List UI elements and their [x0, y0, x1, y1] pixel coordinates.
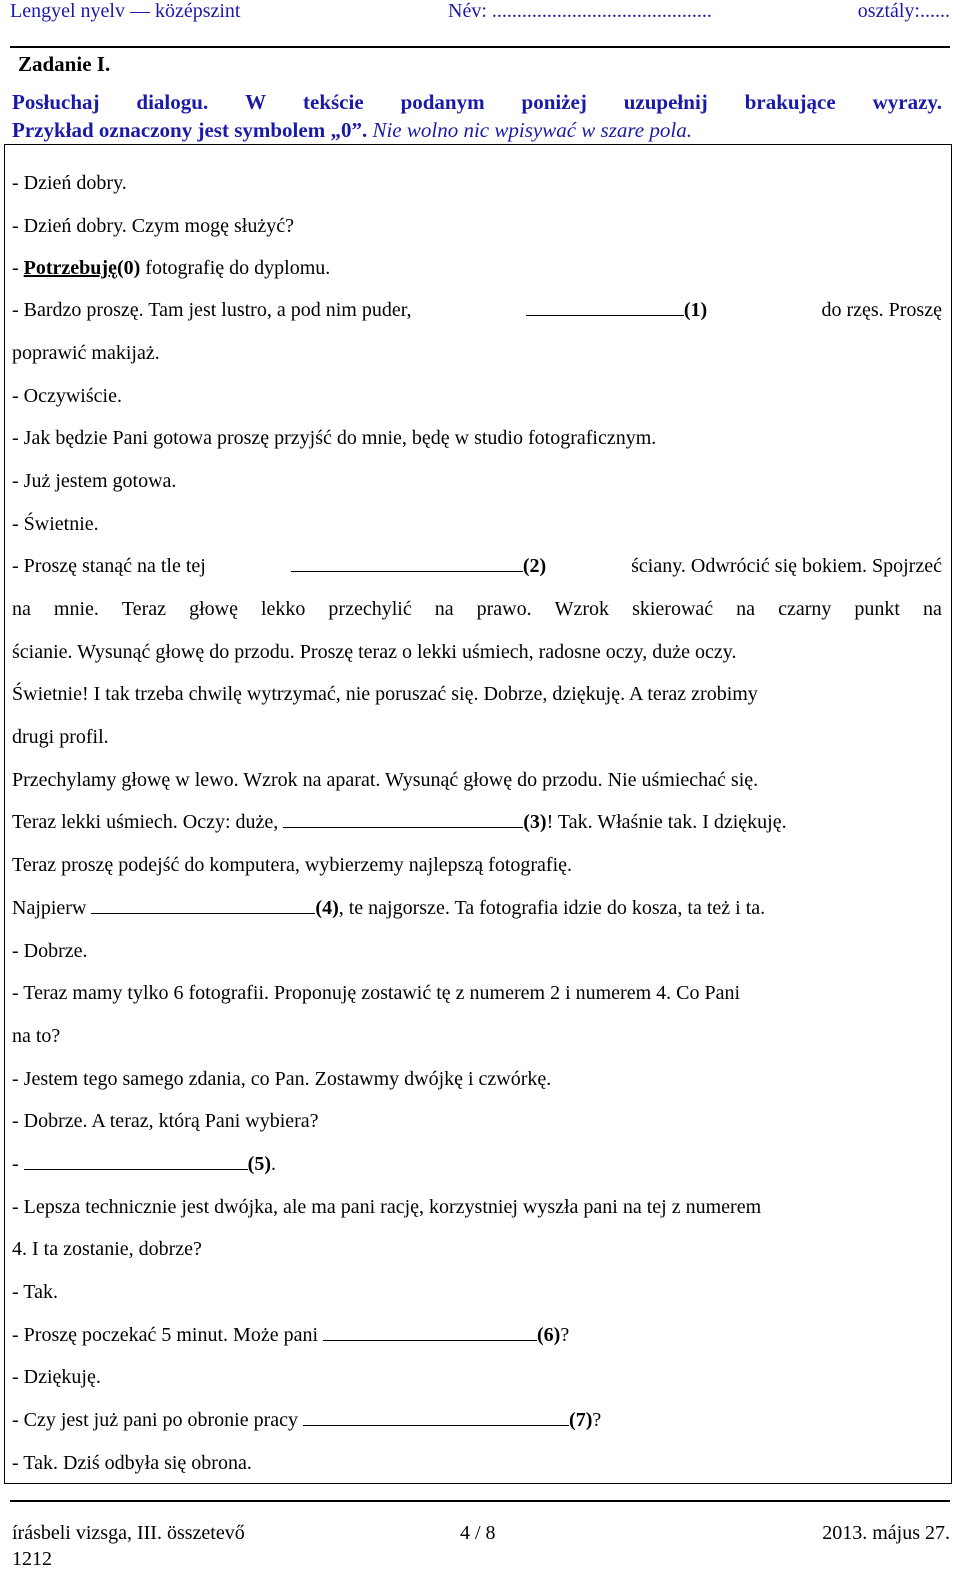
answer-blank-2[interactable] [291, 555, 523, 572]
dialogue-line-gap-2: - Proszę stanąć na tle tej (2) ściany. Odwrócić się bokiem. Spojrzeć [12, 555, 942, 577]
dialogue-line: - Tak. [12, 1281, 58, 1303]
answer-blank-5[interactable] [24, 1153, 248, 1170]
example-answer: Potrzebuję [23, 257, 117, 279]
answer-blank-4[interactable] [91, 897, 315, 914]
answer-blank-6[interactable] [323, 1324, 537, 1341]
dialogue-line: poprawić makijaż. [12, 342, 160, 364]
dialogue-line: - Dobrze. A teraz, którą Pani wybiera? [12, 1110, 319, 1132]
footer-date: 2013. május 27. [822, 1522, 950, 1544]
dialogue-line: - Teraz mamy tylko 6 fotografii. Proponuję zostawić tę z numerem 2 i numerem 4. Co Pani [12, 982, 741, 1004]
dialogue-line: - Już jestem gotowa. [12, 470, 177, 492]
answer-blank-3[interactable] [283, 811, 523, 828]
dialogue-line-example: - Potrzebuję(0) fotografię do dyplomu. [12, 257, 331, 279]
dialogue-line: - Świetnie. [12, 513, 99, 535]
dialogue-line: Przechylamy głowę w lewo. Wzrok na aparat. Wysunąć głowę do przodu. Nie uśmiechać się. [12, 769, 759, 791]
footer-page-number: 4 / 8 [460, 1522, 496, 1544]
dialogue-line-gap-6: - Proszę poczekać 5 minut. Może pani (6)? [12, 1324, 570, 1346]
task-title: Zadanie I. [18, 52, 111, 76]
dialogue-line: - Oczywiście. [12, 385, 122, 407]
dialogue-line: - Jestem tego samego zdania, co Pan. Zostawmy dwójkę i czwórkę. [12, 1068, 552, 1090]
dialogue-line-gap-4: Najpierw (4), te najgorsze. Ta fotografia idzie do kosza, ta też i ta. [12, 897, 766, 919]
header-name-field: Név: ............................................ [448, 0, 712, 22]
dialogue-line: - Tak. Dziś odbyła się obrona. [12, 1452, 252, 1474]
instructions-line-1: Posłuchaj dialogu. W tekście podanym poniżej uzupełnij brakujące wyrazy. [12, 90, 942, 114]
dialogue-line: ścianie. Wysunąć głowę do przodu. Proszę teraz o lekki uśmiech, radosne oczy, duże oczy. [12, 641, 737, 663]
dialogue-line: Świetnie! I tak trzeba chwilę wytrzymać, nie poruszać się. Dobrze, dziękuję. A teraz zrobimy [12, 683, 758, 705]
footer-divider [10, 1500, 950, 1502]
dialogue-line: - Jak będzie Pani gotowa proszę przyjść do mnie, będę w studio fotograficznym. [12, 427, 657, 449]
header-subject: Lengyel nyelv — középszint [10, 0, 241, 22]
dialogue-line-gap-3: Teraz lekki uśmiech. Oczy: duże, (3)! Tak. Właśnie tak. I dziękuję. [12, 811, 787, 833]
answer-blank-7[interactable] [303, 1409, 569, 1426]
dialogue-line-gap-5: - (5). [12, 1153, 276, 1175]
dialogue-line-gap-7: - Czy jest już pani po obronie pracy (7)? [12, 1409, 602, 1431]
dialogue-line: 4. I ta zostanie, dobrze? [12, 1238, 202, 1260]
answer-blank-1[interactable] [526, 299, 684, 316]
footer-exam-part: írásbeli vizsga, III. összetevő [12, 1522, 245, 1544]
dialogue-line: - Dziękuję. [12, 1366, 101, 1388]
dialogue-line: Teraz proszę podejść do komputera, wybierzemy najlepszą fotografię. [12, 854, 573, 876]
dialogue-line: na mnie. Teraz głowę lekko przechylić na prawo. Wzrok skierować na czarny punkt na [12, 598, 942, 620]
dialogue-line-gap-1: - Bardzo proszę. Tam jest lustro, a pod nim puder, (1) do rzęs. Proszę [12, 299, 942, 321]
dialogue-line: - Lepsza technicznie jest dwójka, ale ma pani rację, korzystniej wyszła pani na tej z numerem [12, 1196, 762, 1218]
header-class-field: osztály:...... [857, 0, 950, 22]
header-divider [10, 46, 950, 48]
dialogue-line: - Dzień dobry. Czym mogę służyć? [12, 215, 294, 237]
dialogue-line: - Dobrze. [12, 940, 88, 962]
instructions-line-2: Przykład oznaczony jest symbolem „0”. Nie wolno nic wpisywać w szare pola. [12, 118, 692, 142]
page-header [10, 0, 950, 28]
footer-code: 1212 [12, 1548, 52, 1570]
dialogue-line: na to? [12, 1025, 61, 1047]
dialogue-line: - Dzień dobry. [12, 172, 127, 194]
dialogue-line: drugi profil. [12, 726, 109, 748]
